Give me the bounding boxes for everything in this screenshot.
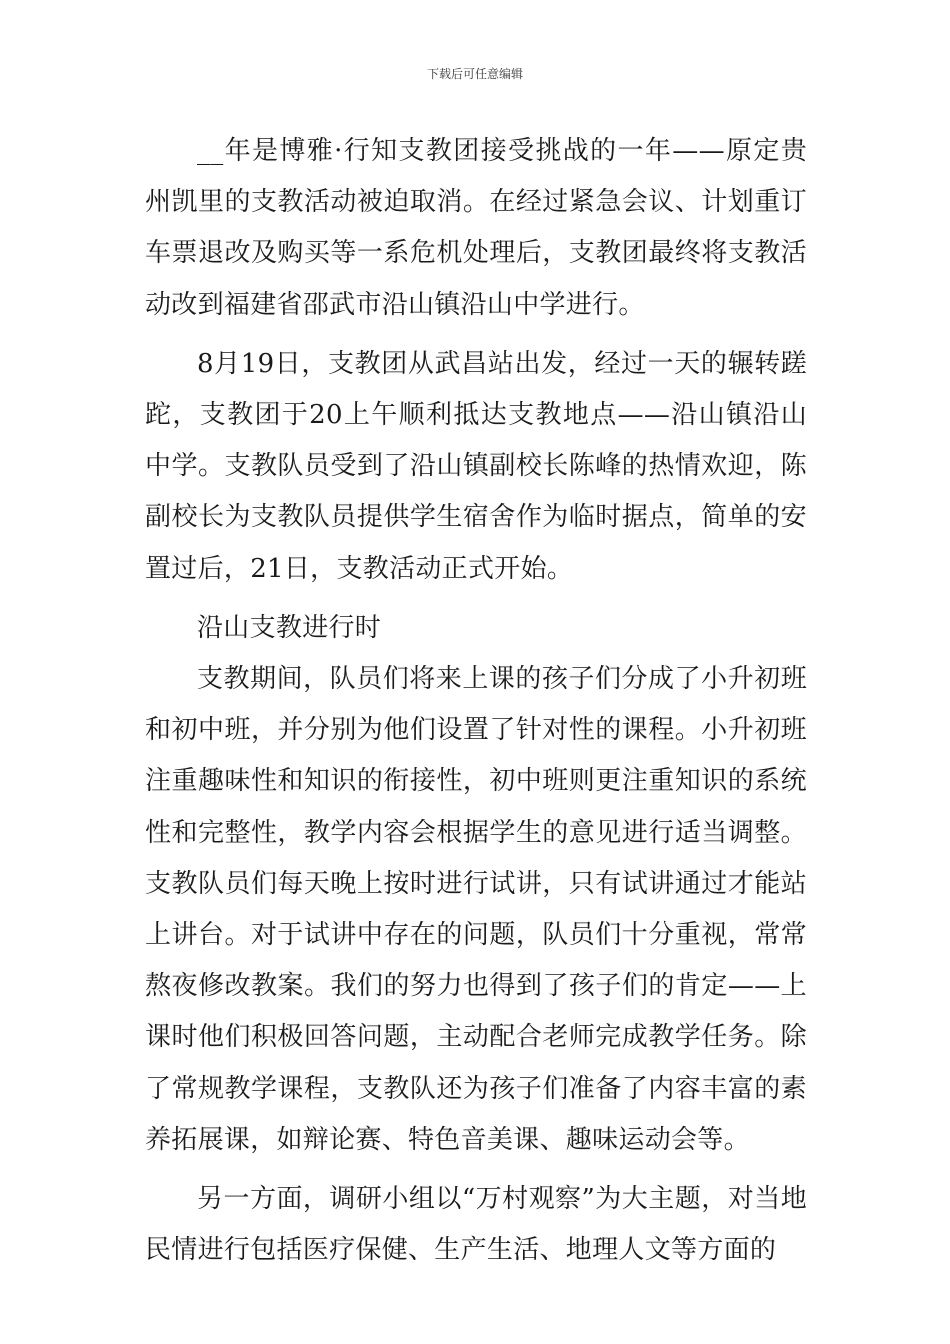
paragraph-arrival: 8月19日，支教团从武昌站出发，经过一天的辗转蹉跎，支教团于20上午顺利抵达支教地点——沿山镇沿山中学。支教队员受到了沿山镇副校长陈峰的热情欢迎，陈副校长为支教队员提供学生宿舍作为临时据点，简单的安置过后，21日，支教活动正式开始。 (145, 348, 807, 584)
page-header: 下载后可任意编辑 (426, 67, 523, 81)
paragraph-research: 另一方面，调研小组以“万村观察”为大主题，对当地民情进行包括医疗保健、生产生活、地理人文等方面的 (145, 1184, 807, 1266)
paragraph-teaching: 支教期间，队员们将来上课的孩子们分成了小升初班和初中班，并分别为他们设置了针对性的课程。小升初班注重趣味性和知识的衔接性，初中班则更注重知识的系统性和完整性，教学内容会根据学生的意见进行适当调整。支教队员们每天晚上按时进行试讲，只有试讲通过才能站上讲台。对于试讲中存在的问题，队员们十分重视，常常熬夜修改教案。我们的努力也得到了孩子们的肯定——上课时他们积极回答问题，主动配合老师完成教学任务。除了常规教学课程，支教队还为孩子们准备了内容丰富的素养拓展课，如辩论赛、特色音美课、趣味运动会等。 (145, 664, 807, 1155)
paragraph-intro: __年是博雅·行知支教团接受挑战的一年——原定贵州凯里的支教活动被迫取消。在经过紧急会议、计划重订车票退改及购买等一系危机处理后，支教团最终将支教活动改到福建省邵武市沿山镇沿山中学进行。 (145, 136, 807, 320)
document-body (145, 126, 807, 1276)
section-heading: 沿山支教进行时 (197, 612, 382, 643)
